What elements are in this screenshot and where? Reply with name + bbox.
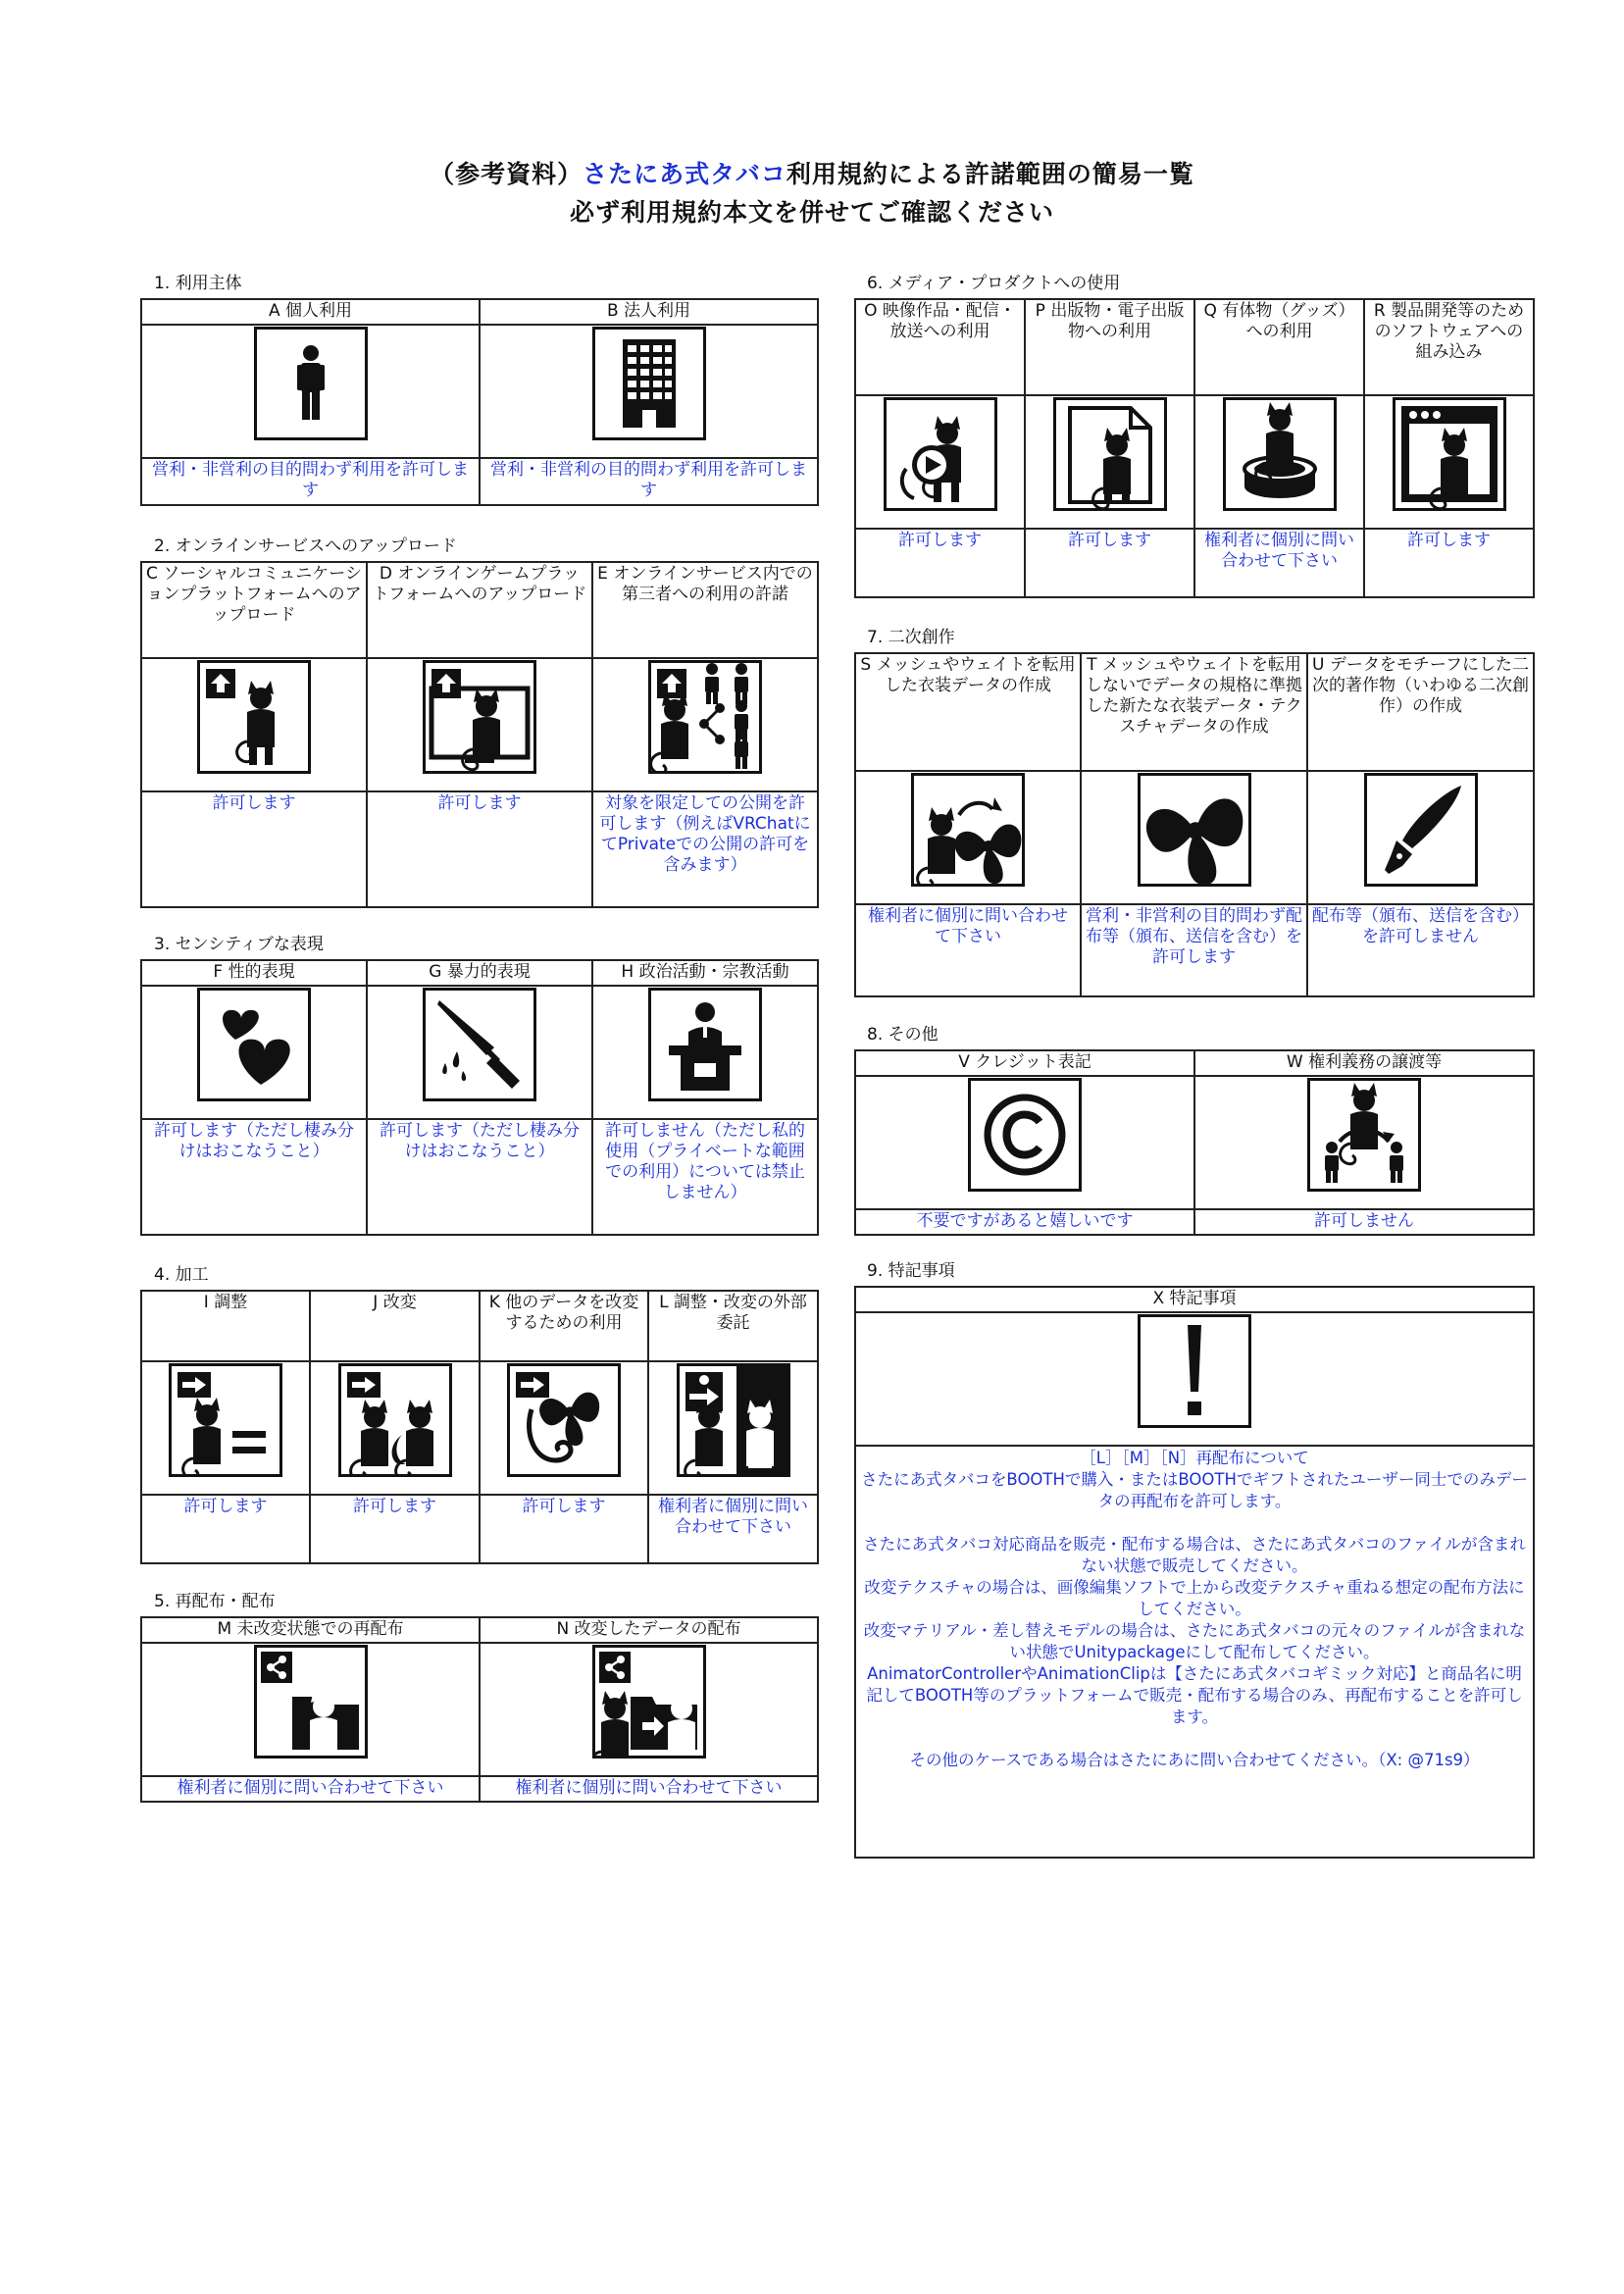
item-icon-cell-j bbox=[310, 1361, 480, 1495]
item-header-b: B 法人利用 bbox=[480, 299, 818, 325]
item-icon-cell-h bbox=[592, 986, 818, 1119]
pen-icon bbox=[1364, 773, 1478, 887]
item-icon-cell-l bbox=[648, 1361, 818, 1495]
title-prefix: （参考資料） bbox=[430, 160, 584, 188]
permission-l: 権利者に個別に問い合わせて下さい bbox=[648, 1495, 818, 1563]
item-icon-cell-c bbox=[141, 658, 367, 791]
item-icon-cell-s bbox=[855, 771, 1081, 904]
item-header-f: F 性的表現 bbox=[141, 960, 367, 986]
item-icon-cell-q bbox=[1194, 395, 1364, 529]
item-header-e: E オンラインサービス内での第三者への利用の許諾 bbox=[592, 562, 818, 658]
item-icon-cell-m bbox=[141, 1643, 480, 1776]
item-icon-cell-v bbox=[855, 1076, 1194, 1209]
item-header-k: K 他のデータを改変するための利用 bbox=[480, 1291, 648, 1361]
item-header-o: O 映像作品・配信・放送への利用 bbox=[855, 299, 1025, 395]
item-header-x: X 特記事項 bbox=[855, 1287, 1534, 1312]
item-header-j: J 改変 bbox=[310, 1291, 480, 1361]
item-header-p: P 出版物・電子出版物への利用 bbox=[1025, 299, 1194, 395]
item-icon-cell-x bbox=[855, 1312, 1534, 1446]
section-table-7 bbox=[854, 652, 1535, 997]
section-table-1 bbox=[140, 298, 819, 506]
item-header-t: T メッシュやウェイトを転用しないでデータの規格に準拠した新たな衣装データ・テクスチャデータの作成 bbox=[1081, 653, 1307, 771]
item-icon-cell-u bbox=[1307, 771, 1534, 904]
permission-g: 許可します（ただし棲み分けはおこなうこと） bbox=[367, 1119, 592, 1235]
permission-c: 許可します bbox=[141, 791, 367, 907]
section-title-9: 9. 特記事項 bbox=[867, 1261, 955, 1281]
permission-d: 許可します bbox=[367, 791, 592, 907]
permission-e: 対象を限定しての公開を許可します（例えばVRChatにてPrivateでの公開の許可を含みます） bbox=[592, 791, 818, 907]
section-title-1: 1. 利用主体 bbox=[154, 274, 242, 293]
building-icon bbox=[592, 327, 706, 440]
permission-a: 営利・非営利の目的問わず利用を許可します bbox=[141, 458, 480, 505]
copyright-icon bbox=[968, 1078, 1082, 1192]
item-icon-cell-r bbox=[1364, 395, 1534, 529]
outsource-icon bbox=[677, 1363, 790, 1477]
section-title-7: 7. 二次創作 bbox=[867, 628, 955, 647]
section-title-8: 8. その他 bbox=[867, 1025, 939, 1045]
item-icon-cell-d bbox=[367, 658, 592, 791]
title-highlight: さたにあ式タバコ bbox=[583, 160, 787, 188]
item-header-v: V クレジット表記 bbox=[855, 1050, 1194, 1076]
costume-icon bbox=[911, 773, 1025, 887]
permission-r: 許可します bbox=[1364, 529, 1534, 597]
section-table-5 bbox=[140, 1616, 819, 1803]
modify-icon bbox=[338, 1363, 452, 1477]
item-header-w: W 権利義務の譲渡等 bbox=[1194, 1050, 1534, 1076]
person-icon bbox=[254, 327, 368, 440]
exclamation-icon bbox=[1138, 1314, 1251, 1428]
special-notes bbox=[855, 1446, 1534, 1858]
item-header-c: C ソーシャルコミュニケーションプラットフォームへのアップロード bbox=[141, 562, 367, 658]
new-costume-icon bbox=[1138, 773, 1251, 887]
section-title-2: 2. オンラインサービスへのアップロード bbox=[154, 536, 457, 556]
permission-u: 配布等（頒布、送信を含む）を許可しません bbox=[1307, 904, 1534, 996]
permission-q: 権利者に個別に問い合わせて下さい bbox=[1194, 529, 1364, 597]
transfer-icon bbox=[1307, 1078, 1421, 1192]
document-subtitle: 必ず利用規約本文を併せてご確認ください bbox=[569, 198, 1054, 227]
note-line: ［L］［M］［N］再配布について bbox=[1080, 1449, 1309, 1467]
permission-n: 権利者に個別に問い合わせて下さい bbox=[480, 1776, 818, 1802]
section-title-3: 3. センシティブな表現 bbox=[154, 935, 324, 954]
video-icon bbox=[884, 397, 997, 511]
note-line: 改変マテリアル・差し替えモデルの場合は、さたにあ式タバコの元々のファイルが含まれない状態でUnitypackageにして配布してください。 bbox=[863, 1621, 1526, 1661]
adjust-icon bbox=[169, 1363, 282, 1477]
item-icon-cell-g bbox=[367, 986, 592, 1119]
other-data-icon bbox=[507, 1363, 621, 1477]
section-table-8 bbox=[854, 1049, 1535, 1236]
item-icon-cell-a bbox=[141, 325, 480, 458]
item-icon-cell-f bbox=[141, 986, 367, 1119]
redistribute-icon bbox=[254, 1645, 368, 1759]
section-table-6 bbox=[854, 298, 1535, 598]
section-title-5: 5. 再配布・配布 bbox=[154, 1592, 276, 1611]
upload-monitor-icon bbox=[423, 660, 536, 774]
item-icon-cell-i bbox=[141, 1361, 310, 1495]
permission-k: 許可します bbox=[480, 1495, 648, 1563]
item-header-u: U データをモチーフにした二次的著作物（いわゆる二次創作）の作成 bbox=[1307, 653, 1534, 771]
title-suffix: 利用規約による許諾範囲の簡易一覧 bbox=[786, 160, 1194, 188]
note-line: さたにあ式タバコをBOOTHで購入・またはBOOTHでギフトされたユーザー同士でのみデータの再配布を許可します。 bbox=[861, 1470, 1528, 1510]
publication-icon bbox=[1053, 397, 1167, 511]
item-header-h: H 政治活動・宗教活動 bbox=[592, 960, 818, 986]
item-icon-cell-b bbox=[480, 325, 818, 458]
section-table-4 bbox=[140, 1290, 819, 1564]
permission-h: 許可しません（ただし私的使用（プライベートな範囲での利用）については禁止しません） bbox=[592, 1119, 818, 1235]
section-table-9 bbox=[854, 1286, 1535, 1859]
item-icon-cell-n bbox=[480, 1643, 818, 1776]
section-title-4: 4. 加工 bbox=[154, 1265, 209, 1285]
note-line: AnimatorControllerやAnimationClipは【さたにあ式タバコギミック対応】と商品名に明記してBOOTH等のプラットフォームで販売・配布する場合のみ、再配布することを許可します。 bbox=[866, 1664, 1523, 1726]
item-header-a: A 個人利用 bbox=[141, 299, 480, 325]
permission-w: 許可しません bbox=[1194, 1209, 1534, 1235]
permission-o: 許可します bbox=[855, 529, 1025, 597]
item-header-i: I 調整 bbox=[141, 1291, 310, 1361]
note-line: 改変テクスチャの場合は、画像編集ソフトで上から改変テクスチャ重ねる想定の配布方法にしてください。 bbox=[864, 1578, 1525, 1618]
item-icon-cell-k bbox=[480, 1361, 648, 1495]
note-line: さたにあ式タバコ対応商品を販売・配布する場合は、さたにあ式タバコのファイルが含まれない状態で販売してください。 bbox=[863, 1535, 1526, 1575]
knife-icon bbox=[423, 988, 536, 1101]
document-title bbox=[0, 155, 1624, 190]
item-header-g: G 暴力的表現 bbox=[367, 960, 592, 986]
item-header-s: S メッシュやウェイトを転用した衣装データの作成 bbox=[855, 653, 1081, 771]
item-header-m: M 未改変状態での再配布 bbox=[141, 1617, 480, 1643]
section-title-6: 6. メディア・プロダクトへの使用 bbox=[867, 274, 1121, 293]
item-icon-cell-e bbox=[592, 658, 818, 791]
item-header-q: Q 有体物（グッズ）への利用 bbox=[1194, 299, 1364, 395]
upload-share-icon bbox=[648, 660, 762, 774]
distribute-modified-icon bbox=[592, 1645, 706, 1759]
item-icon-cell-o bbox=[855, 395, 1025, 529]
item-icon-cell-t bbox=[1081, 771, 1307, 904]
section-table-3 bbox=[140, 959, 819, 1236]
permission-j: 許可します bbox=[310, 1495, 480, 1563]
goods-icon bbox=[1223, 397, 1337, 511]
permission-s: 権利者に個別に問い合わせて下さい bbox=[855, 904, 1081, 996]
item-header-r: R 製品開発等のためのソフトウェアへの組み込み bbox=[1364, 299, 1534, 395]
section-table-2 bbox=[140, 561, 819, 908]
permission-i: 許可します bbox=[141, 1495, 310, 1563]
item-header-n: N 改変したデータの配布 bbox=[480, 1617, 818, 1643]
note-line: その他のケースである場合はさたにあに問い合わせてください。（X: @71s9） bbox=[909, 1751, 1480, 1769]
item-icon-cell-w bbox=[1194, 1076, 1534, 1209]
item-header-d: D オンラインゲームプラットフォームへのアップロード bbox=[367, 562, 592, 658]
hearts-icon bbox=[197, 988, 311, 1101]
permission-p: 許可します bbox=[1025, 529, 1194, 597]
item-icon-cell-p bbox=[1025, 395, 1194, 529]
podium-icon bbox=[648, 988, 762, 1101]
permission-v: 不要ですがあると嬉しいです bbox=[855, 1209, 1194, 1235]
software-icon bbox=[1393, 397, 1506, 511]
permission-b: 営利・非営利の目的問わず利用を許可します bbox=[480, 458, 818, 505]
upload-avatar-icon bbox=[197, 660, 311, 774]
permission-f: 許可します（ただし棲み分けはおこなうこと） bbox=[141, 1119, 367, 1235]
permission-m: 権利者に個別に問い合わせて下さい bbox=[141, 1776, 480, 1802]
item-header-l: L 調整・改変の外部委託 bbox=[648, 1291, 818, 1361]
permission-t: 営利・非営利の目的問わず配布等（頒布、送信を含む）を許可します bbox=[1081, 904, 1307, 996]
